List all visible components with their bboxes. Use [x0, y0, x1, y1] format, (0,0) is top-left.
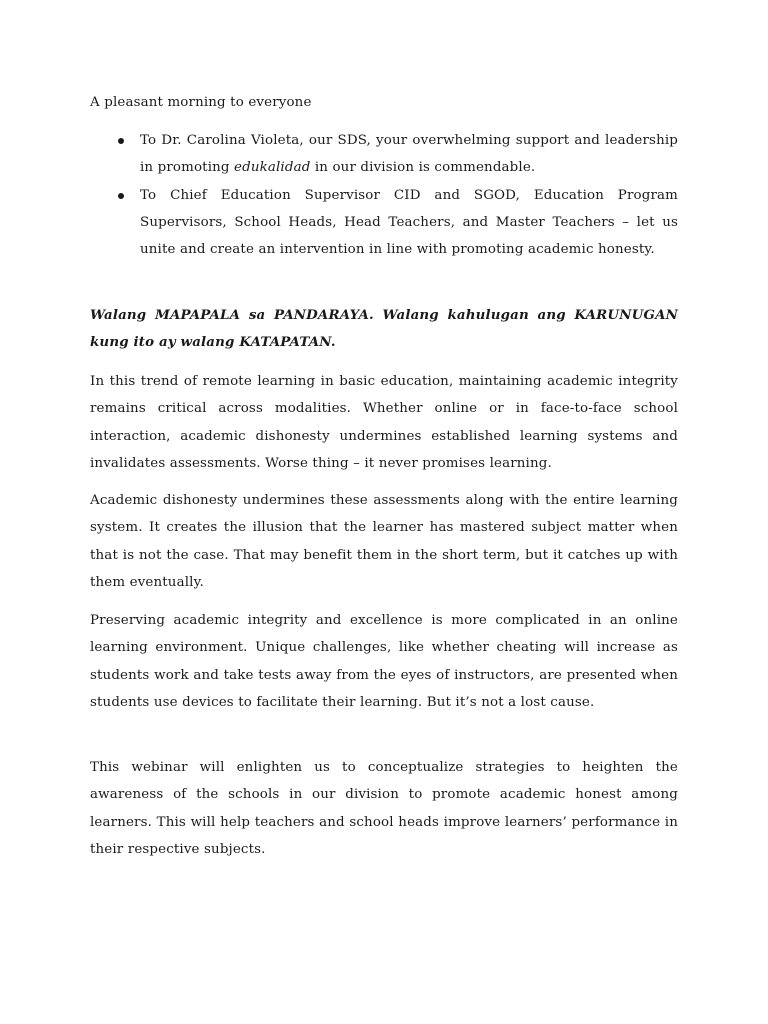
list-item: [90, 127, 678, 182]
greeting-line: A pleasant morning to everyone: [90, 95, 312, 110]
bullet-icon: [118, 138, 124, 144]
addressee-list: [90, 127, 678, 263]
body-paragraph-2: Academic dishonesty undermines these assessments along with the entire learning system. It creates the illusion that the learner has mastered subject matter when that is not the case. That may benefit them in the short term, but it catches up with them eventually.: [90, 493, 678, 590]
body-paragraph-3: Preserving academic integrity and excellence is more complicated in an online learning environment. Unique challenges, like whether cheating will increase as students work and take tests away from the eyes of instructors, are presented when students use devices to facilitate their learning. But it’s not a lost cause.: [90, 613, 678, 710]
body-paragraph-4: This webinar will enlighten us to conceptualize strategies to heighten the awareness of the schools in our division to promote academic honest among learners. This will help teachers and school heads improve learners’ performance in their respective subjects.: [90, 760, 678, 857]
body-paragraph-1: In this trend of remote learning in basic education, maintaining academic integrity remains critical across modalities. Whether online or in face-to-face school interaction, academic dishonesty undermines established learning systems and invalidates assessments. Worse thing – it never promises learning.: [90, 374, 678, 471]
slogan: Walang MAPAPALA sa PANDARAYA. Walang kahulugan ang KARUNUGAN kung ito ay walang KATAPATAN.: [90, 307, 678, 351]
bullet-text-start: To Chief Education Supervisor CID and SGOD, Education Program Supervisors, School Heads, Head Teachers, and Master Teachers – let us unite and create an intervention in line with promoting academic honesty.: [140, 187, 678, 258]
bullet-icon: [118, 193, 124, 199]
list-item: [90, 182, 678, 264]
bullet-text-start: To Dr. Carolina Violeta, our SDS, your overwhelming support and leadership in promoting: [140, 133, 678, 176]
bullet-text-end: in our division is commendable.: [310, 160, 536, 176]
bullet-emphasis: edukalidad: [234, 160, 311, 176]
